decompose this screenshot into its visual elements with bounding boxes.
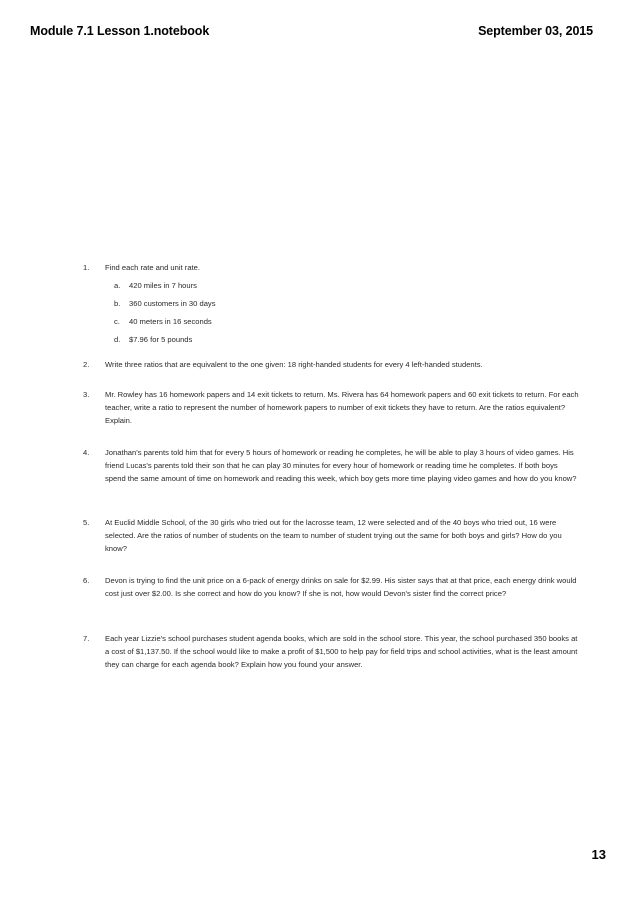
sub-question-letter: c. [114, 317, 120, 326]
question-text: Devon is trying to find the unit price on a 6-pack of energy drinks on sale for $2.99. His sister says that at that price, each energy drink would cost just over $2.00. Is she correct and how do you know? If she is not, how would Devon's sister find the correct price? [105, 576, 577, 598]
question-4 [80, 446, 580, 516]
sub-question-text: 420 miles in 7 hours [129, 281, 197, 290]
question-1 [80, 261, 580, 358]
question-number: 4. [83, 448, 90, 457]
sub-question-list [105, 279, 580, 346]
question-text: Mr. Rowley has 16 homework papers and 14 exit tickets to return. Ms. Rivera has 64 homework papers and 60 exit tickets to return. For each teacher, write a ratio to represent the number of homework papers to number of exit tickets they have to return. Are the ratios equivalent? Explain. [105, 390, 579, 425]
notebook-title: Module 7.1 Lesson 1.notebook [30, 24, 210, 38]
question-number: 2. [83, 360, 90, 369]
worksheet [80, 261, 580, 671]
question-number: 5. [83, 518, 90, 527]
sub-question-d [105, 333, 580, 346]
question-number: 1. [83, 263, 90, 272]
question-number: 6. [83, 576, 90, 585]
question-3 [80, 388, 580, 446]
sub-question-a [105, 279, 580, 292]
question-text: At Euclid Middle School, of the 30 girls who tried out for the lacrosse team, 12 were selected and of the 40 boys who tried out, 16 were selected. Are the ratios of number of students on the team to number of student trying out the same for both boys and girls? How do you know? [105, 518, 562, 553]
question-text: Write three ratios that are equivalent to the one given: 18 right-handed students for every 4 left-handed students. [105, 360, 483, 369]
question-text: Jonathan's parents told him that for every 5 hours of homework or reading he completes, he will be able to play 3 hours of video games. His friend Lucas's parents told their son that he can play 30 minutes for every hour of homework or reading time he completes. If both boys spend the same amount of time on homework and reading this week, which boy gets more time playing video games and how do you know? [105, 448, 577, 483]
sub-question-c [105, 315, 580, 328]
sub-question-text: $7.96 for 5 pounds [129, 335, 193, 344]
sub-question-text: 40 meters in 16 seconds [129, 317, 212, 326]
sub-question-b [105, 297, 580, 310]
question-number: 3. [83, 390, 90, 399]
question-6 [80, 574, 580, 632]
question-text: Each year Lizzie's school purchases student agenda books, which are sold in the school store. This year, the school purchased 350 books at a cost of $1,137.50. If the school would like to make a profit of $1,500 to help pay for field trips and school activities, what is the least amount they can charge for each agenda book? Explain how you found your answer. [105, 634, 578, 669]
question-text: Find each rate and unit rate. [105, 263, 200, 272]
sub-question-text: 360 customers in 30 days [129, 299, 216, 308]
sub-question-letter: a. [114, 281, 121, 290]
page-number: 13 [591, 847, 606, 862]
question-number: 7. [83, 634, 90, 643]
question-7 [80, 632, 580, 671]
question-2 [80, 358, 580, 388]
page-date: September 03, 2015 [478, 24, 593, 38]
sub-question-letter: d. [114, 335, 121, 344]
sub-question-letter: b. [114, 299, 121, 308]
question-5 [80, 516, 580, 574]
